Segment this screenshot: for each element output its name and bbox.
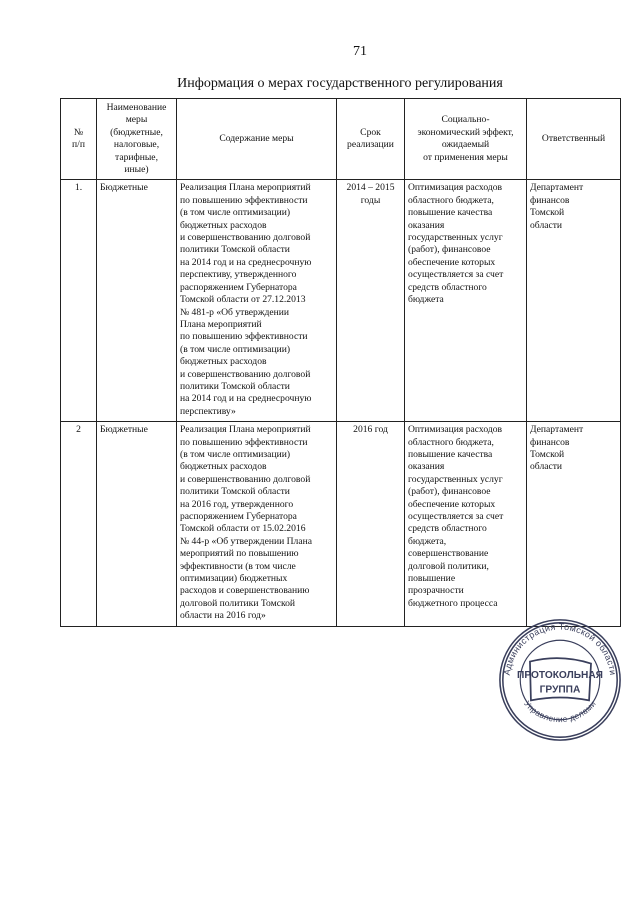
stamp-center-line: ПРОТОКОЛЬНАЯ <box>517 670 603 682</box>
svg-text:Управление делами <box>522 699 598 725</box>
cell-text-line: ожидаемый <box>441 139 490 151</box>
cell-text-line: бюджетных расходов <box>180 219 267 231</box>
cell-text-line: осуществляется за счет <box>408 511 504 522</box>
table-header-row <box>61 99 621 180</box>
cell-text-line: Департамент <box>530 182 584 194</box>
cell-text-line: долговой политики Томской <box>180 597 296 609</box>
cell-text-line: обеспечение которых <box>408 256 496 268</box>
cell-text-line: Томской <box>530 448 565 460</box>
cell-effect <box>405 422 527 627</box>
header-cell-content <box>177 99 337 180</box>
cell-text-line: и совершенствованию долговой <box>180 232 311 244</box>
measures-table <box>60 98 621 627</box>
cell-text-line: распоряжением Губернатора <box>180 511 297 522</box>
table-row <box>61 180 621 422</box>
header-cell-measure-name <box>97 99 177 180</box>
cell-text-line: расходов и совершенствованию <box>180 585 310 597</box>
cell-text-line: на 2016 год, утвержденного <box>180 498 294 510</box>
document-title: Информация о мерах государственного регулирования <box>177 76 503 91</box>
cell-text-line: 2014 – 2015 <box>346 182 395 194</box>
cell-text-line: годы <box>360 194 381 206</box>
cell-text-line: бюджетных расходов <box>180 461 267 473</box>
header-cell-number <box>61 99 97 180</box>
stamp-center-line: ГРУППА <box>539 684 581 696</box>
cell-text-line: (работ), финансовое <box>408 486 491 498</box>
cell-text-line: государственных услуг <box>408 232 503 244</box>
page-number: 71 <box>353 44 367 59</box>
cell-text-line: средств областного <box>408 281 487 293</box>
cell-text-line: 2016 год <box>353 424 388 436</box>
cell-text-line: оказания <box>408 461 445 473</box>
cell-text-line: Томской <box>530 207 565 219</box>
cell-term <box>337 180 405 422</box>
cell-text-line: финансов <box>530 194 570 206</box>
cell-text-line: иные) <box>124 164 149 176</box>
cell-text-line: бюджета <box>408 294 444 306</box>
cell-text-line: (в том числе оптимизации) <box>180 343 291 355</box>
cell-text-line: Социально- <box>441 114 490 126</box>
cell-text-line: прозрачности <box>408 585 464 597</box>
cell-text-line: реализации <box>347 139 394 151</box>
cell-text-line: областного бюджета, <box>408 194 494 206</box>
cell-text-line: политики Томской области <box>180 486 290 498</box>
cell-text-line: и совершенствованию долговой <box>180 473 311 485</box>
cell-text-line: средств областного <box>408 523 487 535</box>
cell-text-line: № 481-р «Об утверждении <box>180 306 290 318</box>
cell-text-line: Содержание меры <box>219 133 294 145</box>
cell-text-line: тарифные, <box>115 151 158 163</box>
cell-text-line: оптимизации) бюджетных <box>180 573 288 585</box>
cell-text-line: от применения меры <box>423 151 508 163</box>
cell-text-line: повышение <box>408 573 456 585</box>
cell-effect <box>405 180 527 422</box>
cell-text-line: по повышению эффективности <box>180 331 308 343</box>
cell-text-line: Плана мероприятий <box>180 318 262 330</box>
cell-responsible <box>527 422 621 627</box>
cell-text-line: области <box>530 461 563 473</box>
cell-text-line: (в том числе оптимизации) <box>180 207 291 219</box>
cell-text-line: бюджета, <box>408 535 447 547</box>
cell-number: 2 <box>61 422 97 627</box>
stamp-outer-text: Администрация Томской области <box>501 621 619 676</box>
cell-text-line: области на 2016 год» <box>180 610 266 622</box>
cell-text-line: на 2014 год и на среднесрочную <box>180 393 312 405</box>
cell-text-line: повышение качества <box>408 207 493 219</box>
cell-measure-type: Бюджетные <box>97 422 177 627</box>
cell-text-line: осуществляется за счет <box>408 269 504 281</box>
cell-text-line: обеспечение которых <box>408 498 496 510</box>
cell-text-line: меры <box>125 114 148 126</box>
cell-text-line: перспективу» <box>180 405 236 417</box>
cell-text-line: (бюджетные, <box>110 126 163 138</box>
cell-text-line: Наименование <box>106 102 167 113</box>
cell-text-line: на 2014 год и на среднесрочную <box>180 256 312 268</box>
table-row <box>61 422 621 627</box>
cell-text-line: повышение качества <box>408 448 493 460</box>
cell-text-line: налоговые, <box>113 139 160 151</box>
cell-text-line: экономический эффект, <box>417 126 514 138</box>
cell-measure-type: Бюджетные <box>97 180 177 422</box>
cell-term <box>337 422 405 627</box>
cell-text-line: Реализация Плана мероприятий <box>180 424 311 436</box>
cell-text-line: (работ), финансовое <box>408 244 491 256</box>
cell-text-line: совершенствование <box>408 548 489 560</box>
cell-text-line: Оптимизация расходов <box>408 182 503 194</box>
cell-number: 1. <box>61 180 97 422</box>
cell-text-line: бюджетного процесса <box>408 597 498 609</box>
cell-text-line: бюджетных расходов <box>180 356 267 368</box>
cell-text-line: по повышению эффективности <box>180 194 308 206</box>
stamp-bottom-text: Управление делами <box>522 698 598 725</box>
cell-text-line: (в том числе оптимизации) <box>180 448 291 460</box>
cell-text-line: оказания <box>408 219 445 231</box>
cell-text-line: долговой политики, <box>408 560 489 572</box>
cell-text-line: Реализация Плана мероприятий <box>180 182 311 194</box>
cell-text-line: мероприятий по повышению <box>180 548 299 560</box>
header-cell-responsible <box>527 99 621 180</box>
cell-text-line: Томской области от 15.02.2016 <box>180 523 306 535</box>
cell-content <box>177 422 337 627</box>
cell-text-line: политики Томской области <box>180 244 290 256</box>
cell-text-line: финансов <box>530 436 570 448</box>
cell-text-line: по повышению эффективности <box>180 436 308 448</box>
cell-text-line: Срок <box>360 126 381 138</box>
header-cell-effect <box>405 99 527 180</box>
cell-text-line: распоряжением Губернатора <box>180 281 297 293</box>
cell-text-line: Томской области от 27.12.2013 <box>180 294 306 306</box>
cell-text-line: областного бюджета, <box>408 436 494 448</box>
cell-text-line: Департамент <box>530 424 584 436</box>
svg-text:Администрация Томской области <box>502 622 618 676</box>
cell-text-line: № <box>73 126 84 138</box>
cell-responsible <box>527 180 621 422</box>
cell-text-line: эффективности (в том числе <box>180 560 296 572</box>
cell-content <box>177 180 337 422</box>
cell-text-line: и совершенствованию долговой <box>180 368 311 380</box>
cell-text-line: политики Томской области <box>180 380 290 392</box>
header-cell-term <box>337 99 405 180</box>
cell-text-line: Оптимизация расходов <box>408 424 503 436</box>
cell-text-line: области <box>530 219 563 231</box>
cell-text-line: перспективу, утвержденного <box>180 269 297 281</box>
cell-text-line: п/п <box>72 139 85 151</box>
official-stamp <box>497 617 623 743</box>
cell-text-line: Ответственный <box>541 133 606 145</box>
cell-text-line: № 44-р «Об утверждении Плана <box>180 535 312 547</box>
cell-text-line: государственных услуг <box>408 473 503 485</box>
